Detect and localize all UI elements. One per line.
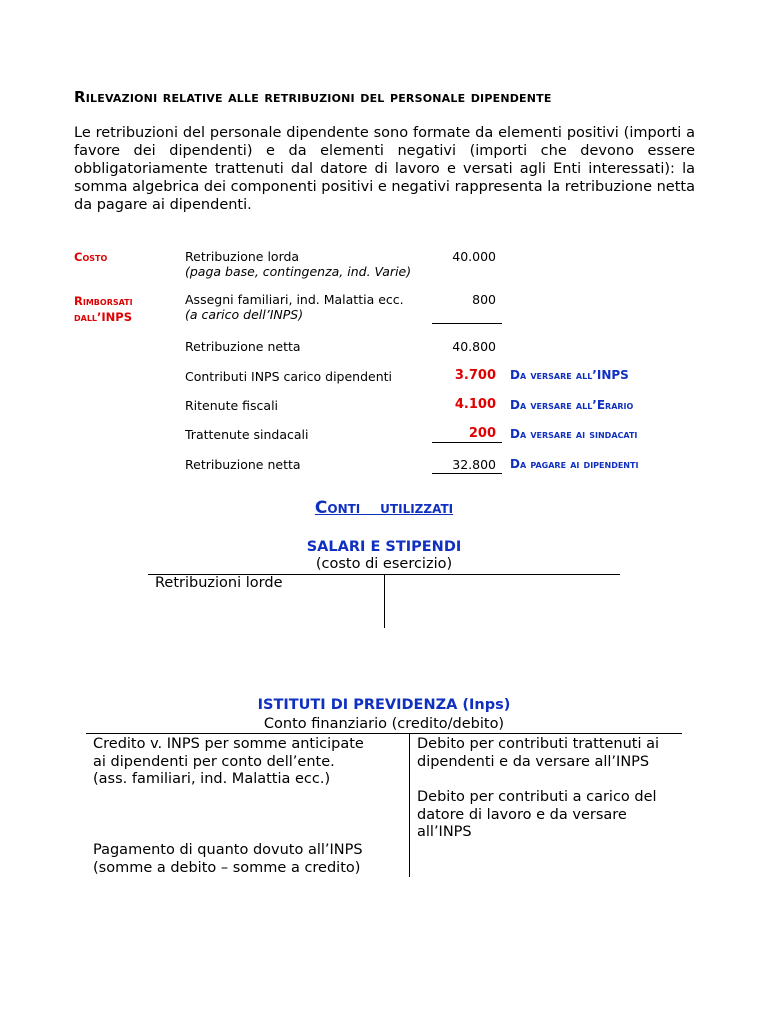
salari-debit-entry: Retribuzioni lorde [155,575,283,591]
amount-assegni-familiari: 800 [472,292,496,307]
row-retribuzione-lorda [185,249,411,279]
row-contributi-inps: Contributi INPS carico dipendenti [185,369,393,384]
entry-line: ai dipendenti per conto dell’ente. [93,753,335,770]
dest-trattenute-sindacali: Da versare ai sindacati [510,427,638,441]
salari-subtitle: (costo di esercizio) [315,556,453,572]
istituti-subtitle: Conto finanziario (credito/debito) [263,716,505,732]
entry-line: Pagamento di quanto dovuto all’INPS [93,842,363,858]
row-trattenute-sindacali: Trattenute sindacali [185,427,309,442]
dest-ritenute-fiscali: Da versare all’Erario [510,398,634,412]
label-rimborsati-line1: Rimborsati [74,294,133,308]
row-sublabel: (paga base, contingenza, ind. Varie) [185,264,412,279]
istituti-t-vertical [409,733,410,877]
row-assegni-familiari [185,292,404,322]
row-retribuzione-netta-2: Retribuzione netta [185,457,301,472]
label-costo: Costo [74,250,108,264]
entry-line: all’INPS [417,824,472,840]
amount-contributi-inps: 3.700 [454,368,496,383]
row-label: Assegni familiari, ind. Malattia ecc. [185,292,404,307]
entry-line: (somme a debito – somme a credito) [93,859,361,876]
istituti-credit-entry-2 [417,789,657,842]
amount-retribuzione-lorda: 40.000 [452,249,496,264]
istituti-credit-entry-1 [417,736,659,771]
sum-rule-3 [432,473,502,474]
entry-line: Credito v. INPS per somme anticipate [93,736,364,752]
row-ritenute-fiscali: Ritenute fiscali [185,398,279,413]
istituti-t-horizontal [86,733,682,734]
sum-rule-2 [432,442,502,443]
entry-line: (ass. familiari, ind. Malattia ecc.) [93,771,331,787]
dest-retribuzione-netta-2: Da pagare ai dipendenti [510,457,639,471]
row-retribuzione-netta-1: Retribuzione netta [185,339,301,354]
entry-line: Debito per contributi a carico del [417,789,657,805]
istituti-debit-entry-1 [93,736,364,789]
amount-ritenute-fiscali: 4.100 [454,397,496,412]
label-rimborsati [74,293,133,325]
row-label: Retribuzione lorda [185,249,300,264]
salari-t-vertical [384,574,385,628]
page-title: Rilevazioni relative alle retribuzioni del personale dipendente [74,88,552,106]
entry-line: Debito per contributi trattenuti ai [417,736,660,752]
intro-paragraph: Le retribuzioni del personale dipendente sono formate da elementi positivi (importi a favore dei dipendenti) e da elementi negativi (importi che devono essere obbligatoriamente trattenuti dal datore di lavoro e versati agli Enti interessati): la somma algebrica dei componenti positivi e negativi rappresenta la retribuzione netta da pagare ai dipendenti. [74,125,695,213]
entry-line: datore di lavoro e da versare [417,806,627,823]
amount-retribuzione-netta-1: 40.800 [452,339,496,354]
salari-title: SALARI E STIPENDI [306,539,462,555]
accounts-heading: Conti utilizzati [314,498,454,518]
amount-retribuzione-netta-2: 32.800 [452,457,496,472]
sum-rule-1 [432,323,502,324]
label-rimborsati-line2: dall’INPS [74,310,133,324]
istituti-title: ISTITUTI DI PREVIDENZA (Inps) [257,697,511,713]
row-sublabel: (a carico dell’INPS) [185,307,304,322]
istituti-debit-entry-2 [93,842,363,877]
amount-trattenute-sindacali: 200 [468,426,496,441]
entry-line: dipendenti e da versare all’INPS [417,753,650,770]
dest-contributi-inps: Da versare all’INPS [510,368,629,382]
